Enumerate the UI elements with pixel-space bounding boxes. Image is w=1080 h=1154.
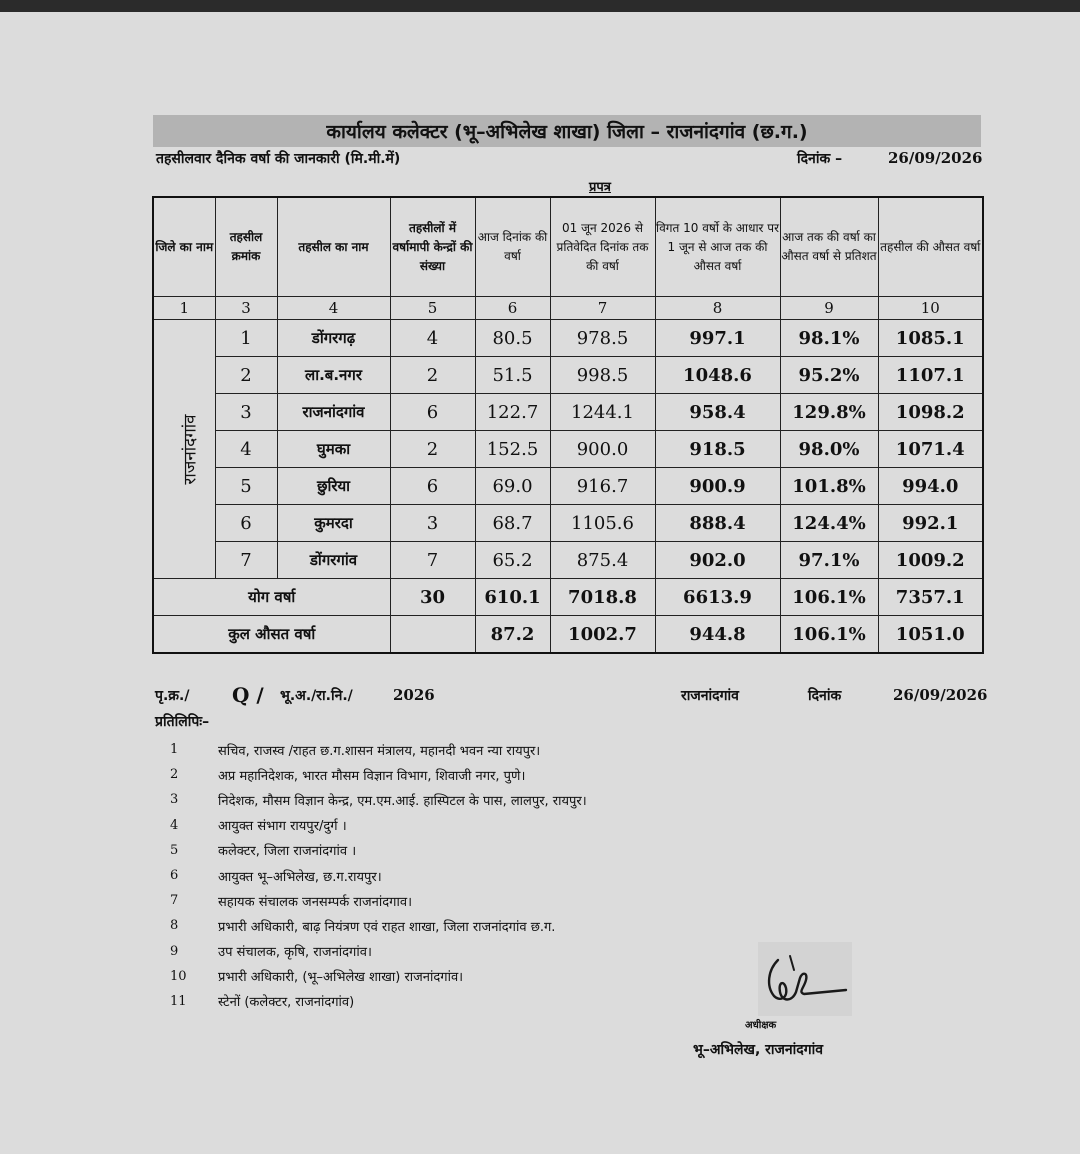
item-text: उप संचालक, कृषि, राजनांदगांव। [218, 945, 372, 961]
item-number: 3 [170, 792, 179, 808]
total-since-june: 7018.8 [550, 579, 655, 616]
list-item [170, 964, 587, 989]
tahsil-avg: 994.0 [878, 468, 983, 505]
item-text: कलेक्टर, जिला राजनांदगांव । [218, 844, 357, 860]
today-rain: 69.0 [475, 468, 550, 505]
report-date: 26/09/2026 [888, 149, 983, 167]
total-today: 610.1 [475, 579, 550, 616]
table-header-row [153, 197, 983, 297]
ref-year: 2026 [393, 686, 435, 704]
item-number: 2 [170, 767, 179, 783]
item-number: 5 [170, 842, 179, 858]
recipient-list [170, 737, 587, 1014]
item-number: 1 [170, 742, 179, 758]
list-item [170, 762, 587, 787]
item-text: अप्र महानिदेशक, भारत मौसम विज्ञान विभाग, शिवाजी नगर, पुणे। [218, 768, 526, 784]
today-rain: 65.2 [475, 542, 550, 579]
since-june-rain: 875.4 [550, 542, 655, 579]
district-cell [153, 320, 215, 579]
copy-to-label: प्रतिलिपिः– [155, 714, 210, 730]
header-tahsil-avg: तहसील की औसत वर्षा [878, 197, 983, 297]
table-row [153, 357, 983, 394]
total-percent: 106.1% [780, 579, 878, 616]
tahsil-name: कुमरदा [277, 505, 390, 542]
column-number: 6 [475, 297, 550, 320]
tahsil-name: राजनांदगांव [277, 394, 390, 431]
column-number: 7 [550, 297, 655, 320]
center-count: 2 [390, 431, 475, 468]
header-today-rain: आज दिनांक की वर्षा [475, 197, 550, 297]
total-avg10: 6613.9 [655, 579, 780, 616]
tahsil-number: 1 [215, 320, 277, 357]
report-subtitle: तहसीलवार दैनिक वर्षा की जानकारी (मि.मी.में) [156, 151, 401, 167]
item-text: सहायक संचालक जनसम्पर्क राजनांदगाव। [218, 894, 413, 910]
percent: 97.1% [780, 542, 878, 579]
page-title: कार्यालय कलेक्टर (भू–अभिलेख शाखा) जिला – राजनांदगांव (छ.ग.) [153, 115, 981, 147]
average-label: कुल औसत वर्षा [153, 616, 390, 654]
column-number: 8 [655, 297, 780, 320]
tahsil-name: घुमका [277, 431, 390, 468]
since-june-rain: 1105.6 [550, 505, 655, 542]
total-label: योग वर्षा [153, 579, 390, 616]
tahsil-name: छुरिया [277, 468, 390, 505]
item-text: प्रभारी अधिकारी, (भू–अभिलेख शाखा) राजनांदगांव। [218, 970, 464, 986]
column-number: 4 [277, 297, 390, 320]
total-row [153, 579, 983, 616]
average-avg10: 944.8 [655, 616, 780, 654]
tahsil-avg: 1071.4 [878, 431, 983, 468]
today-rain: 122.7 [475, 394, 550, 431]
today-rain: 51.5 [475, 357, 550, 394]
avg-10yr: 918.5 [655, 431, 780, 468]
percent: 101.8% [780, 468, 878, 505]
since-june-rain: 998.5 [550, 357, 655, 394]
signature-caption: अधीक्षक [745, 1020, 777, 1031]
today-rain: 152.5 [475, 431, 550, 468]
percent: 98.0% [780, 431, 878, 468]
center-count: 7 [390, 542, 475, 579]
item-text: सचिव, राजस्व /राहत छ.ग.शासन मंत्रालय, महानदी भवन न्या रायपुर। [218, 743, 541, 759]
item-text: प्रभारी अधिकारी, बाढ़ नियंत्रण एवं राहत शाखा, जिला राजनांदगांव छ.ग. [218, 919, 556, 935]
avg-10yr: 888.4 [655, 505, 780, 542]
ref-place: राजनांदगांव [681, 688, 739, 704]
average-centers [390, 616, 475, 654]
center-count: 6 [390, 468, 475, 505]
ref-date: 26/09/2026 [893, 686, 988, 704]
header-tahsil-number: तहसील क्रमांक [215, 197, 277, 297]
tahsil-name: डोंगरगांव [277, 542, 390, 579]
table-row [153, 505, 983, 542]
avg-10yr: 1048.6 [655, 357, 780, 394]
item-number: 11 [170, 993, 187, 1009]
center-count: 4 [390, 320, 475, 357]
list-item [170, 838, 587, 863]
list-item [170, 863, 587, 888]
avg-10yr: 997.1 [655, 320, 780, 357]
header-center-count: तहसीलों में वर्षामापी केन्द्रों की संख्या [390, 197, 475, 297]
item-number: 9 [170, 943, 179, 959]
rainfall-table [152, 196, 984, 654]
percent: 98.1% [780, 320, 878, 357]
avg-10yr: 900.9 [655, 468, 780, 505]
ref-q: Q / [232, 683, 264, 707]
item-text: आयुक्त भू–अभिलेख, छ.ग.रायपुर। [218, 869, 382, 885]
column-number: 3 [215, 297, 277, 320]
average-since-june: 1002.7 [550, 616, 655, 654]
form-label: प्रपत्र [589, 180, 611, 195]
item-text: आयुक्त संभाग रायपुर/दुर्ग । [218, 819, 347, 835]
item-number: 7 [170, 893, 179, 909]
list-item [170, 888, 587, 913]
column-number: 1 [153, 297, 215, 320]
tahsil-avg: 1085.1 [878, 320, 983, 357]
list-item [170, 737, 587, 762]
tahsil-name: डोंगरगढ़ [277, 320, 390, 357]
header-percent: आज तक की वर्षा का औसत वर्षा से प्रतिशत [780, 197, 878, 297]
table-row [153, 542, 983, 579]
today-rain: 80.5 [475, 320, 550, 357]
list-item [170, 787, 587, 812]
today-rain: 68.7 [475, 505, 550, 542]
column-number-row [153, 297, 983, 320]
table-row [153, 320, 983, 357]
item-number: 8 [170, 918, 179, 934]
item-number: 4 [170, 817, 179, 833]
ref-date-label: दिनांक [808, 688, 842, 704]
signature-mark [756, 940, 856, 1018]
center-count: 3 [390, 505, 475, 542]
tahsil-name: ला.ब.नगर [277, 357, 390, 394]
list-item [170, 939, 587, 964]
average-tahsil-avg: 1051.0 [878, 616, 983, 654]
header-10yr-avg: विगत 10 वर्षो के आधार पर 1 जून से आज तक की औसत वर्षा [655, 197, 780, 297]
tahsil-avg: 1107.1 [878, 357, 983, 394]
average-row [153, 616, 983, 654]
tahsil-number: 5 [215, 468, 277, 505]
tahsil-number: 7 [215, 542, 277, 579]
item-number: 10 [170, 968, 187, 984]
table-row [153, 468, 983, 505]
header-district: जिले का नाम [153, 197, 215, 297]
list-item [170, 913, 587, 938]
tahsil-avg: 992.1 [878, 505, 983, 542]
ref-pk: पृ.क्र./ [155, 688, 190, 704]
district-name: राजनांदगांव [180, 413, 201, 485]
column-number: 9 [780, 297, 878, 320]
center-count: 2 [390, 357, 475, 394]
percent: 124.4% [780, 505, 878, 542]
date-label: दिनांक – [797, 151, 843, 167]
item-text: निदेशक, मौसम विज्ञान केन्द्र, एम.एम.आई. हास्पिटल के पास, लालपुर, रायपुर। [218, 793, 587, 809]
table-row [153, 394, 983, 431]
signature-office: भू–अभिलेख, राजनांदगांव [693, 1042, 824, 1058]
ref-dept: भू.अ./रा.नि./ [280, 688, 353, 704]
tahsil-avg: 1098.2 [878, 394, 983, 431]
tahsil-number: 2 [215, 357, 277, 394]
since-june-rain: 1244.1 [550, 394, 655, 431]
header-since-june: 01 जून 2026 से प्रतिवेदित दिनांक तक की वर्षा [550, 197, 655, 297]
average-today: 87.2 [475, 616, 550, 654]
table-row [153, 431, 983, 468]
total-tahsil-avg: 7357.1 [878, 579, 983, 616]
header-tahsil-name: तहसील का नाम [277, 197, 390, 297]
item-text: स्टेनों (कलेक्टर, राजनांदगांव) [218, 995, 355, 1011]
column-number: 5 [390, 297, 475, 320]
tahsil-avg: 1009.2 [878, 542, 983, 579]
top-bar [0, 0, 1080, 12]
center-count: 6 [390, 394, 475, 431]
tahsil-number: 4 [215, 431, 277, 468]
percent: 95.2% [780, 357, 878, 394]
column-number: 10 [878, 297, 983, 320]
percent: 129.8% [780, 394, 878, 431]
list-item [170, 813, 587, 838]
tahsil-number: 3 [215, 394, 277, 431]
since-june-rain: 916.7 [550, 468, 655, 505]
average-percent: 106.1% [780, 616, 878, 654]
tahsil-number: 6 [215, 505, 277, 542]
avg-10yr: 902.0 [655, 542, 780, 579]
since-june-rain: 978.5 [550, 320, 655, 357]
item-number: 6 [170, 868, 179, 884]
since-june-rain: 900.0 [550, 431, 655, 468]
list-item [170, 989, 587, 1014]
total-centers: 30 [390, 579, 475, 616]
avg-10yr: 958.4 [655, 394, 780, 431]
